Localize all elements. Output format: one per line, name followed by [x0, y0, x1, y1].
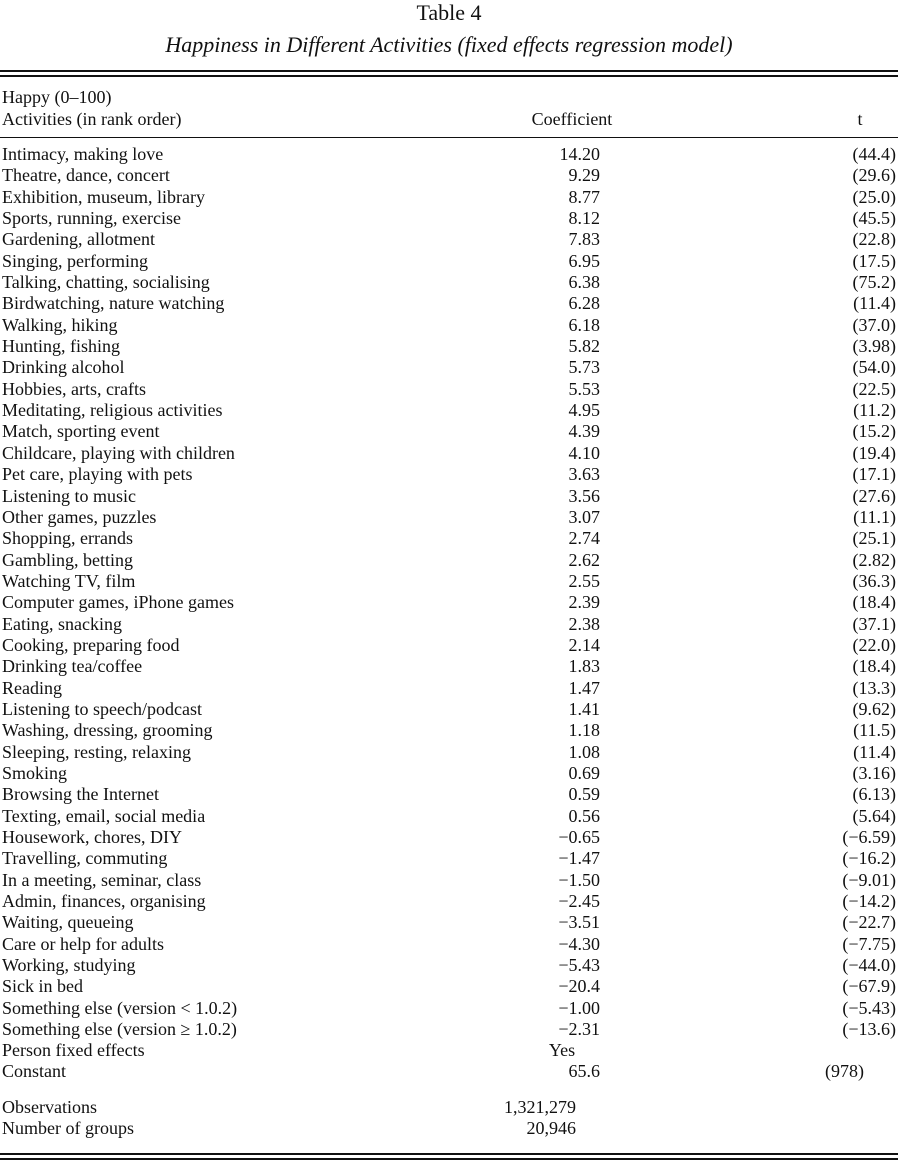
table-row: [0, 187, 898, 208]
t-statistic-value: (−13.6): [842, 1019, 896, 1040]
coefficient-value: 5.53: [568, 378, 600, 399]
activity-label: Theatre, dance, concert: [2, 165, 170, 186]
coefficient-value: 4.10: [568, 442, 600, 463]
table-row: [0, 784, 898, 805]
coefficient-value: 1.83: [568, 656, 600, 677]
t-statistic-value: (−16.2): [842, 848, 896, 869]
observations-label: Observations: [2, 1097, 97, 1117]
coefficient-value: −0.65: [558, 827, 600, 847]
constant-row: [0, 1061, 898, 1083]
t-statistic-value: (37.1): [852, 613, 896, 634]
table-row: [0, 379, 898, 400]
header-t: t: [857, 109, 863, 129]
t-statistic-value: (27.6): [852, 485, 896, 506]
table-row: [0, 912, 898, 933]
coefficient-value: 2.39: [568, 592, 600, 613]
activity-label: Hobbies, arts, crafts: [2, 378, 146, 399]
table-row: [0, 550, 898, 571]
activity-label: Washing, dressing, grooming: [2, 720, 213, 741]
table-row: [0, 357, 898, 378]
coefficient-value: −1.47: [558, 848, 600, 869]
activity-label: Sports, running, exercise: [2, 208, 181, 229]
activity-label: Singing, performing: [2, 250, 148, 271]
coefficient-value: 0.69: [568, 762, 600, 783]
table-number: Table 4: [416, 0, 482, 25]
coefficient-value: 5.73: [568, 357, 600, 378]
activity-label: Birdwatching, nature watching: [2, 293, 225, 314]
t-statistic-value: (−22.7): [842, 912, 896, 933]
coefficient-value: 0.59: [568, 784, 600, 805]
activity-label: Intimacy, making love: [2, 144, 164, 164]
coefficient-value: 3.07: [568, 506, 600, 527]
activity-rows: [0, 144, 898, 1040]
coefficient-value: 1.47: [568, 677, 600, 698]
groups-label: Number of groups: [2, 1118, 134, 1138]
table-row: [0, 229, 898, 250]
table-row: [0, 656, 898, 677]
constant-coef: 65.6: [568, 1061, 600, 1081]
activity-label: Shopping, errands: [2, 528, 133, 549]
coefficient-value: −2.45: [558, 891, 600, 912]
coefficient-value: 2.55: [568, 570, 600, 591]
table-row: [0, 486, 898, 507]
table-row: [0, 293, 898, 314]
table-row: [0, 934, 898, 955]
activity-label: Eating, snacking: [2, 613, 122, 634]
coefficient-value: 8.77: [568, 186, 600, 207]
table-row: [0, 208, 898, 229]
t-statistic-value: (−14.2): [842, 891, 896, 912]
coefficient-value: 4.95: [568, 400, 600, 421]
coefficient-value: −20.4: [558, 976, 600, 997]
table-row: [0, 421, 898, 442]
header-coefficient: Coefficient: [531, 109, 613, 129]
header-rule: [0, 137, 898, 138]
coefficient-value: 4.39: [568, 421, 600, 442]
table-row: [0, 464, 898, 485]
coefficient-value: −1.00: [558, 997, 600, 1018]
t-statistic-value: (22.5): [852, 378, 896, 399]
table-row: [0, 315, 898, 336]
activity-label: Waiting, queueing: [2, 912, 134, 933]
coefficient-value: −2.31: [558, 1019, 600, 1040]
t-statistic-value: (11.4): [853, 741, 896, 762]
t-statistic-value: (17.1): [852, 464, 896, 485]
table-row: [0, 742, 898, 763]
table-row: [0, 720, 898, 741]
bottom-rule: [0, 1153, 898, 1155]
table-row: [0, 443, 898, 464]
activity-label: Admin, finances, organising: [2, 891, 206, 912]
header-dependent-variable: Happy (0–100): [2, 87, 112, 107]
coefficient-value: 6.18: [568, 314, 600, 335]
t-statistic-value: (11.5): [853, 720, 896, 741]
t-statistic-value: (−6.59): [842, 827, 896, 847]
activity-label: Computer games, iPhone games: [2, 592, 234, 613]
activity-label: Something else (version ≥ 1.0.2): [2, 1019, 237, 1040]
coefficient-value: 2.38: [568, 613, 600, 634]
activity-label: Working, studying: [2, 955, 136, 976]
t-statistic-value: (−5.43): [842, 997, 896, 1018]
table-row: [0, 400, 898, 421]
activity-label: Drinking tea/coffee: [2, 656, 143, 677]
table-row: [0, 998, 898, 1019]
activity-label: Watching TV, film: [2, 570, 136, 591]
fixed-effects-label: Person fixed effects: [2, 1040, 145, 1060]
t-statistic-value: (3.98): [852, 336, 896, 357]
t-statistic-value: (11.2): [853, 400, 896, 421]
table-row: [0, 848, 898, 869]
coefficient-value: 7.83: [568, 229, 600, 250]
table-row: [0, 763, 898, 784]
activity-label: Other games, puzzles: [2, 506, 157, 527]
table-row: [0, 144, 898, 165]
activity-label: Care or help for adults: [2, 933, 164, 954]
table-row: [0, 678, 898, 699]
t-statistic-value: (11.1): [853, 506, 896, 527]
coefficient-value: 3.56: [568, 485, 600, 506]
t-statistic-value: (−7.75): [842, 933, 896, 954]
activity-label: Meditating, religious activities: [2, 400, 223, 421]
coefficient-value: 2.62: [568, 549, 600, 570]
coefficient-value: 3.63: [568, 464, 600, 485]
bottom-rule-second: [0, 1158, 898, 1160]
coefficient-value: 2.74: [568, 528, 600, 549]
t-statistic-value: (36.3): [852, 570, 896, 591]
coefficient-value: −3.51: [558, 912, 600, 933]
activity-label: Gardening, allotment: [2, 229, 155, 250]
table-row: [0, 614, 898, 635]
table-row: [0, 336, 898, 357]
activity-label: Walking, hiking: [2, 314, 118, 335]
activity-label: Sleeping, resting, relaxing: [2, 741, 191, 762]
table-row: [0, 806, 898, 827]
top-rule: [0, 70, 898, 72]
coefficient-value: 8.12: [568, 208, 600, 229]
t-statistic-value: (6.13): [852, 784, 896, 805]
table-row: [0, 891, 898, 912]
fixed-effects-value: Yes: [548, 1040, 576, 1060]
activity-label: Gambling, betting: [2, 549, 133, 570]
coefficient-value: 6.28: [568, 293, 600, 314]
table-row: [0, 571, 898, 592]
t-statistic-value: (44.4): [852, 144, 896, 164]
t-statistic-value: (−67.9): [842, 976, 896, 997]
t-statistic-value: (22.0): [852, 634, 896, 655]
table-row: [0, 635, 898, 656]
activity-label: Sick in bed: [2, 976, 83, 997]
activity-label: Smoking: [2, 762, 68, 783]
coefficient-value: 1.08: [568, 741, 600, 762]
coefficient-value: 2.14: [568, 634, 600, 655]
table-row: [0, 251, 898, 272]
table-row: [0, 827, 898, 848]
observations-value: 1,321,279: [504, 1097, 576, 1117]
coefficient-value: 6.38: [568, 272, 600, 293]
constant-label: Constant: [2, 1061, 67, 1081]
activity-label: Reading: [2, 677, 62, 698]
top-rule-second: [0, 75, 898, 77]
fixed-effects-row: [0, 1040, 898, 1062]
groups-value: 20,946: [526, 1118, 576, 1138]
table-row: [0, 1019, 898, 1040]
coefficient-value: 1.18: [568, 720, 600, 741]
coefficient-value: 1.41: [568, 698, 600, 719]
t-statistic-value: (13.3): [852, 677, 896, 698]
t-statistic-value: (19.4): [852, 442, 896, 463]
t-statistic-value: (29.6): [852, 165, 896, 186]
header-activities: Activities (in rank order): [2, 109, 182, 129]
t-statistic-value: (2.82): [852, 549, 896, 570]
activity-label: Hunting, fishing: [2, 336, 121, 357]
activity-label: Listening to music: [2, 485, 136, 506]
activity-label: Childcare, playing with children: [2, 442, 235, 463]
t-statistic-value: (54.0): [852, 357, 896, 378]
coefficient-value: 5.82: [568, 336, 600, 357]
activity-label: Browsing the Internet: [2, 784, 159, 805]
groups-row: [0, 1118, 898, 1140]
coefficient-value: 9.29: [568, 165, 600, 186]
t-statistic-value: (25.1): [852, 528, 896, 549]
table-row: [0, 870, 898, 891]
activity-label: Texting, email, social media: [2, 805, 206, 826]
t-statistic-value: (17.5): [852, 250, 896, 271]
t-statistic-value: (15.2): [852, 421, 896, 442]
activity-label: Drinking alcohol: [2, 357, 125, 378]
t-statistic-value: (5.64): [852, 805, 896, 826]
observations-row: [0, 1097, 898, 1119]
table-row: [0, 592, 898, 613]
table-row: [0, 272, 898, 293]
table-row: [0, 699, 898, 720]
t-statistic-value: (37.0): [852, 314, 896, 335]
activity-label: Cooking, preparing food: [2, 634, 180, 655]
coefficient-value: 14.20: [559, 144, 600, 164]
table-row: [0, 955, 898, 976]
coefficient-value: −5.43: [558, 955, 600, 976]
t-statistic-value: (−44.0): [842, 955, 896, 976]
activity-label: Pet care, playing with pets: [2, 464, 193, 485]
coefficient-value: −4.30: [558, 933, 600, 954]
table-title: Happiness in Different Activities (fixed effects regression model): [165, 32, 733, 57]
constant-t: (978): [825, 1061, 864, 1081]
t-statistic-value: (18.4): [852, 656, 896, 677]
table-row: [0, 165, 898, 186]
activity-label: Talking, chatting, socialising: [2, 272, 210, 293]
activity-label: In a meeting, seminar, class: [2, 869, 202, 890]
table-row: [0, 976, 898, 997]
coefficient-value: 0.56: [568, 805, 600, 826]
t-statistic-value: (9.62): [852, 698, 896, 719]
t-statistic-value: (22.8): [852, 229, 896, 250]
t-statistic-value: (18.4): [852, 592, 896, 613]
activity-label: Listening to speech/podcast: [2, 698, 202, 719]
activity-label: Housework, chores, DIY: [2, 827, 182, 847]
coefficient-value: −1.50: [558, 869, 600, 890]
table-row: [0, 507, 898, 528]
activity-label: Travelling, commuting: [2, 848, 168, 869]
t-statistic-value: (−9.01): [842, 869, 896, 890]
t-statistic-value: (11.4): [853, 293, 896, 314]
coefficient-value: 6.95: [568, 250, 600, 271]
activity-label: Something else (version < 1.0.2): [2, 997, 238, 1018]
t-statistic-value: (3.16): [852, 762, 896, 783]
activity-label: Exhibition, museum, library: [2, 186, 205, 207]
t-statistic-value: (45.5): [852, 208, 896, 229]
activity-label: Match, sporting event: [2, 421, 160, 442]
t-statistic-value: (75.2): [852, 272, 896, 293]
t-statistic-value: (25.0): [852, 186, 896, 207]
table-row: [0, 528, 898, 549]
